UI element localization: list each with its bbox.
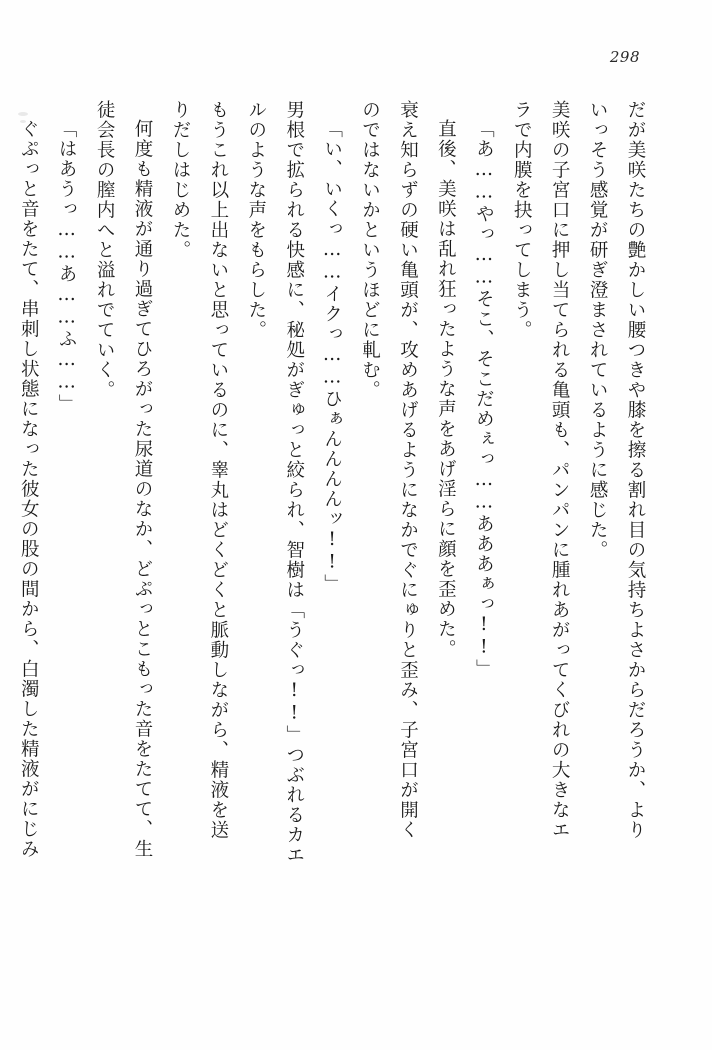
text-line: 「い、いくっ……イクっ……ひぁんんんんッ!!」	[321, 119, 343, 594]
text-line: 直後、美咲は乱れ狂ったような声をあげ淫らに顔を歪めた。	[435, 119, 457, 659]
text-line: 美咲の子宮口に押し当てられる亀頭も、パンパンに腫れあがってくびれの大きなエ	[549, 100, 571, 840]
text-line: 徒会長の膣内へと溢れでていく。	[94, 100, 116, 400]
text-line: いっそう感覚が研ぎ澄まされているように感じた。	[587, 100, 609, 560]
text-line: 男根で拡られる快感に、秘処がぎゅっと絞られ、智樹は「うぐっ!!」つぶれるカエ	[283, 100, 305, 865]
page-number: 298	[609, 48, 640, 66]
text-line: のではないかというほどに軋む。	[359, 100, 381, 400]
text-line: ラで内膜を抉ってしまう。	[511, 100, 533, 340]
text-line: 衰え知らずの硬い亀頭が、攻めあげるようになかでぐにゅりと歪み、子宮口が開く	[397, 100, 419, 840]
text-line: だが美咲たちの艶かしい腰つきや膝を擦る割れ目の気持ちよさからだろうか、より	[625, 100, 646, 840]
page-body-text	[18, 100, 654, 980]
text-line: 「はあうっ……あ……ふ……」	[56, 119, 78, 414]
text-line: 「あ……やっ……そこ、そこだめぇっ……あああぁっ!!」	[473, 119, 495, 679]
text-line: ぐぷっと音をたて、串刺し状態になった彼女の股の間から、白濁した精液がにじみ	[18, 119, 40, 859]
text-line: 何度も精液が通り過ぎてひろがった尿道のなか、どぷっとこもった音をたてて、生	[132, 119, 154, 859]
text-line: もうこれ以上出ないと思っているのに、睾丸はどくどくと脈動しながら、精液を送	[207, 100, 229, 840]
text-line: りだしはじめた。	[169, 100, 191, 260]
text-line: ルのような声をもらした。	[245, 100, 267, 340]
